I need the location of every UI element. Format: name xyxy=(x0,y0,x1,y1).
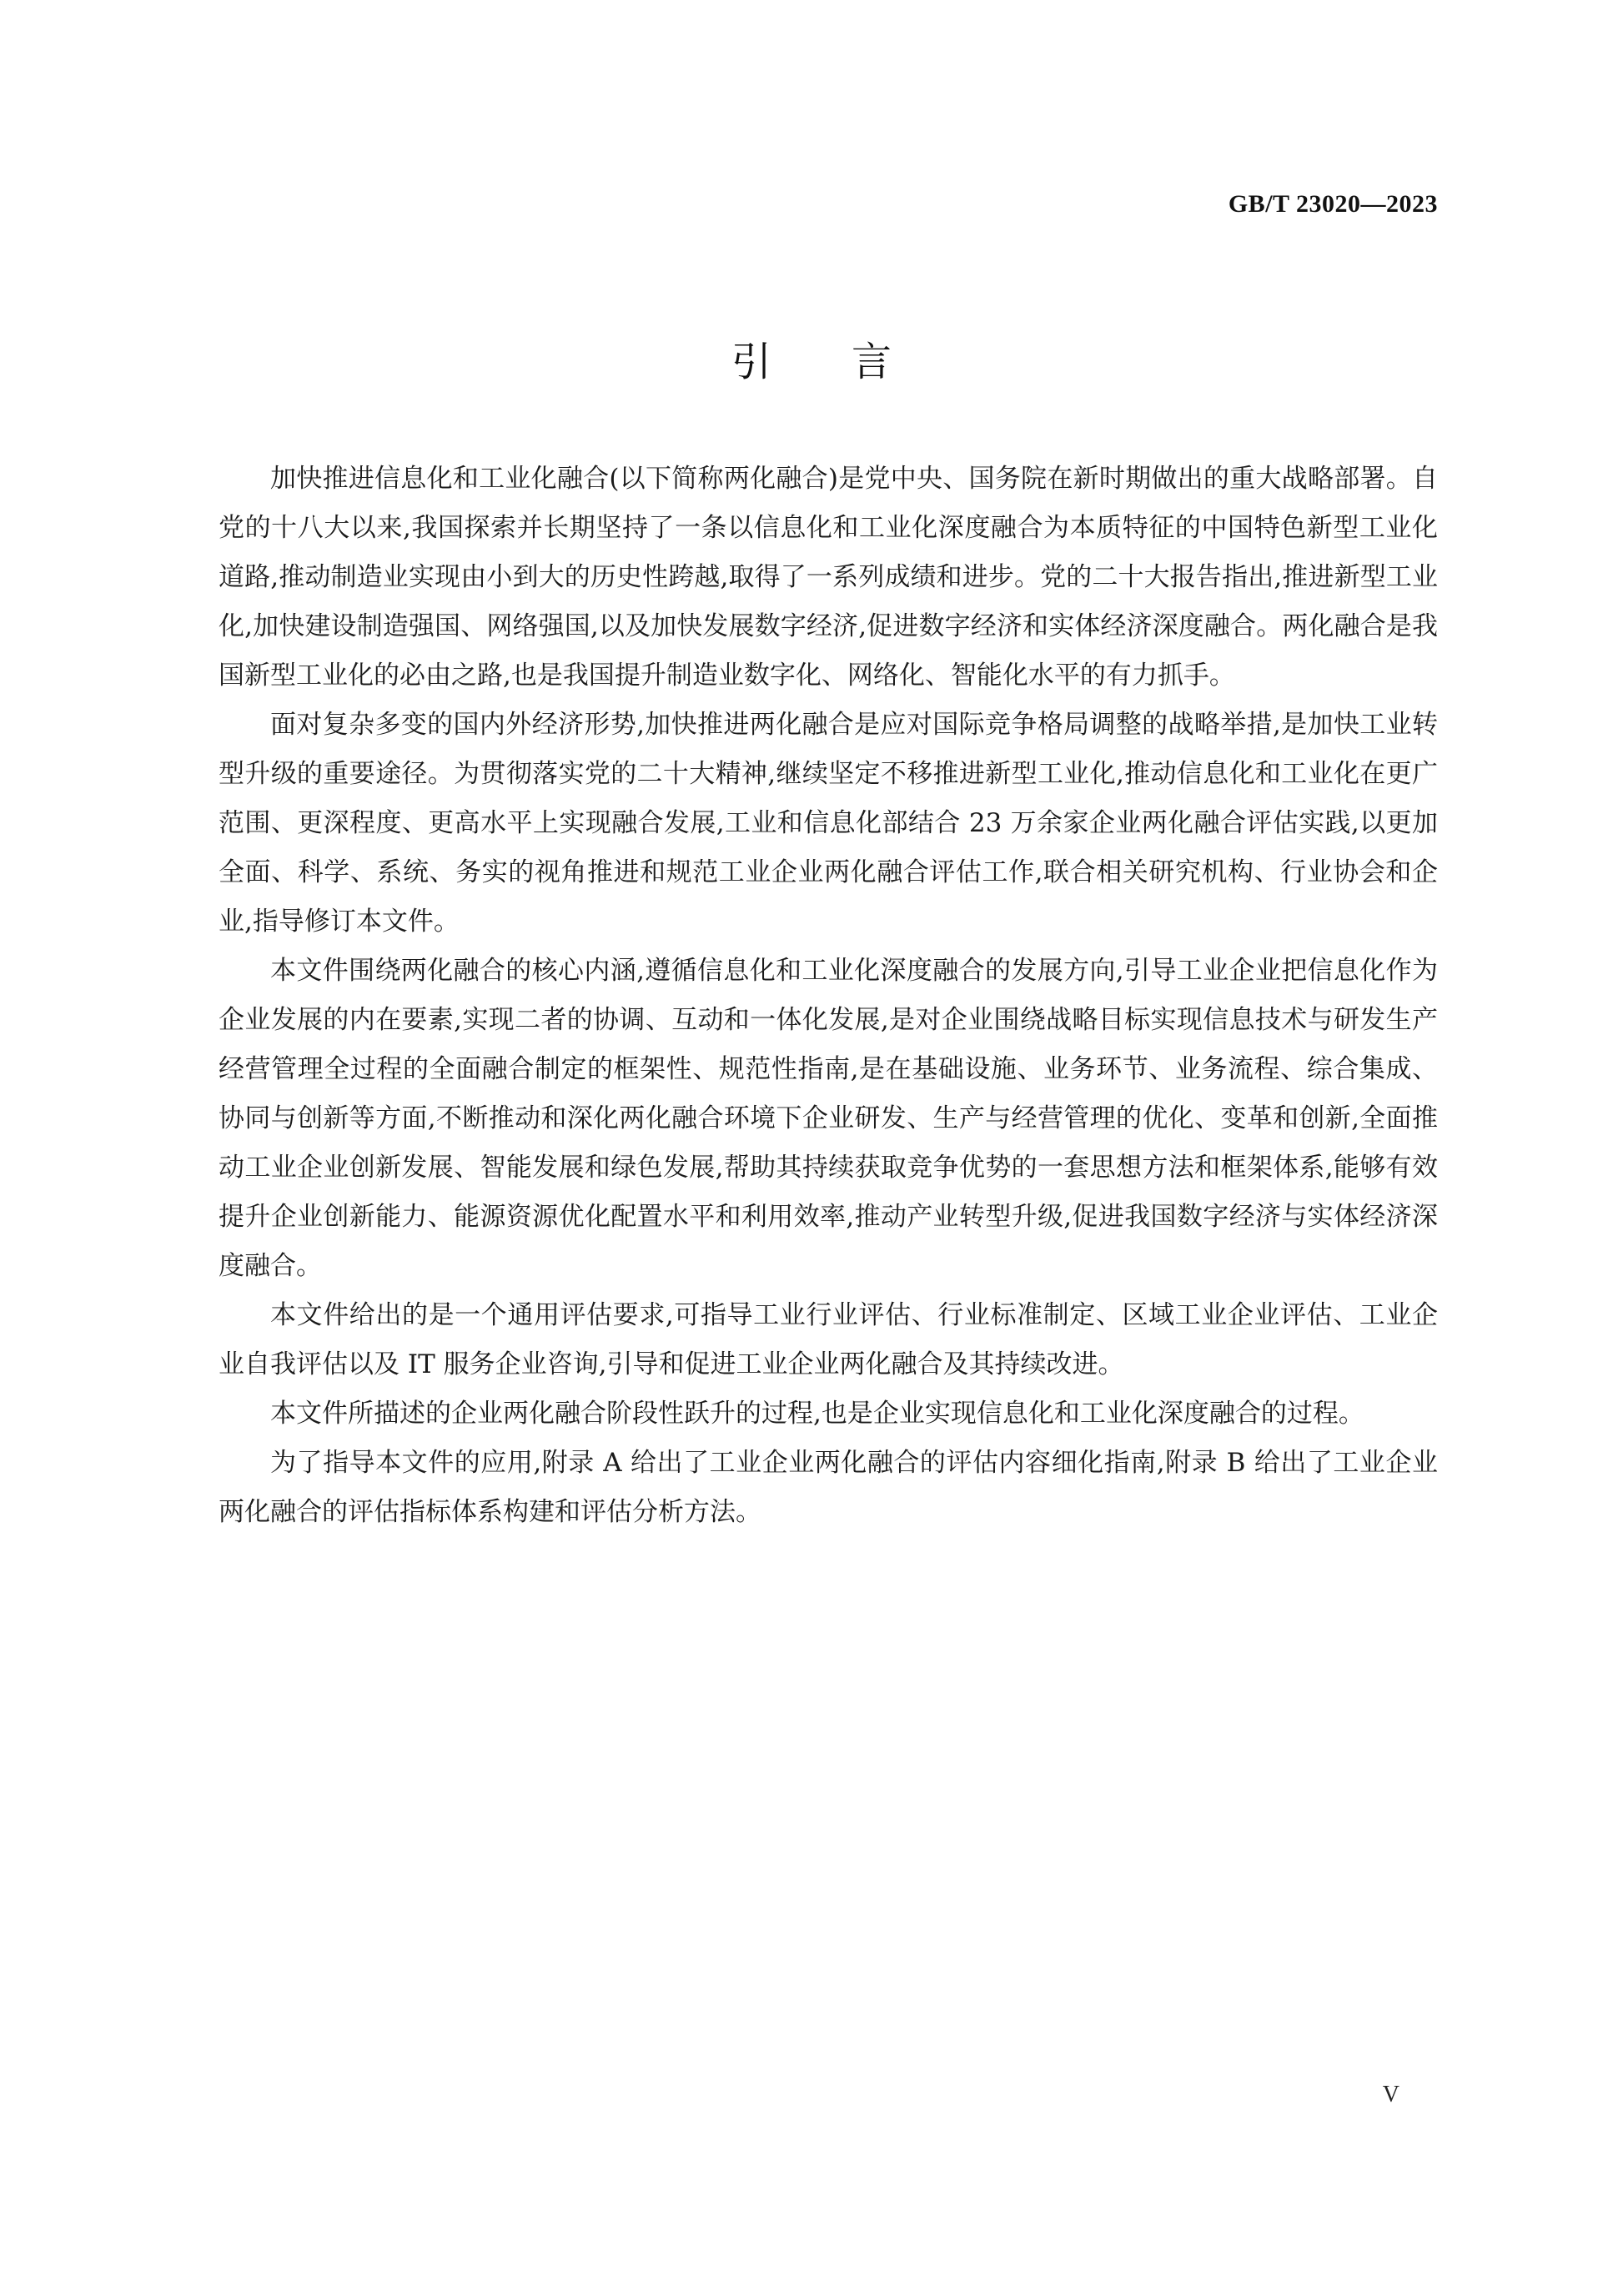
paragraph: 面对复杂多变的国内外经济形势,加快推进两化融合是应对国际竞争格局调整的战略举措,是加快工业转型升级的重要途径。为贯彻落实党的二十大精神,继续坚定不移推进新型工业化,推动信息化和工业化在更广范围、更深程度、更高水平上实现融合发展,工业和信息化部结合 23 万余家企业两化融合评估实践,以更加全面、科学、系统、务实的视角推进和规范工业企业两化融合评估工作,联合相关研究机构、行业协会和企业,指导修订本文件。 xyxy=(219,710,1438,937)
paragraph: 本文件给出的是一个通用评估要求,可指导工业行业评估、行业标准制定、区域工业企业评估、工业企业自我评估以及 IT 服务企业咨询,引导和促进工业企业两化融合及其持续改进。 xyxy=(219,1300,1438,1379)
section-title: 引言 xyxy=(731,339,972,385)
page-number: V xyxy=(1382,2082,1399,2108)
paragraph: 为了指导本文件的应用,附录 A 给出了工业企业两化融合的评估内容细化指南,附录 B 给出了工业企业两化融合的评估指标体系构建和评估分析方法。 xyxy=(219,1448,1438,1527)
body-text xyxy=(219,455,1438,1537)
paragraph: 本文件围绕两化融合的核心内涵,遵循信息化和工业化深度融合的发展方向,引导工业企业把信息化作为企业发展的内在要素,实现二者的协调、互动和一体化发展,是对企业围绕战略目标实现信息技术与研发生产经营管理全过程的全面融合制定的框架性、规范性指南,是在基础设施、业务环节、业务流程、综合集成、协同与创新等方面,不断推动和深化两化融合环境下企业研发、生产与经营管理的优化、变革和创新,全面推动工业企业创新发展、智能发展和绿色发展,帮助其持续获取竞争优势的一套思想方法和框架体系,能够有效提升企业创新能力、能源资源优化配置水平和利用效率,推动产业转型升级,促进我国数字经济与实体经济深度融合。 xyxy=(219,956,1438,1281)
standard-number: GB/T 23020—2023 xyxy=(1228,190,1438,218)
paragraph: 本文件所描述的企业两化融合阶段性跃升的过程,也是企业实现信息化和工业化深度融合的过程。 xyxy=(270,1399,1364,1429)
paragraph: 加快推进信息化和工业化融合(以下简称两化融合)是党中央、国务院在新时期做出的重大战略部署。自党的十八大以来,我国探索并长期坚持了一条以信息化和工业化深度融合为本质特征的中国特色新型工业化道路,推动制造业实现由小到大的历史性跨越,取得了一系列成绩和进步。党的二十大报告指出,推进新型工业化,加快建设制造强国、网络强国,以及加快发展数字经济,促进数字经济和实体经济深度融合。两化融合是我国新型工业化的必由之路,也是我国提升制造业数字化、网络化、智能化水平的有力抓手。 xyxy=(219,464,1438,691)
